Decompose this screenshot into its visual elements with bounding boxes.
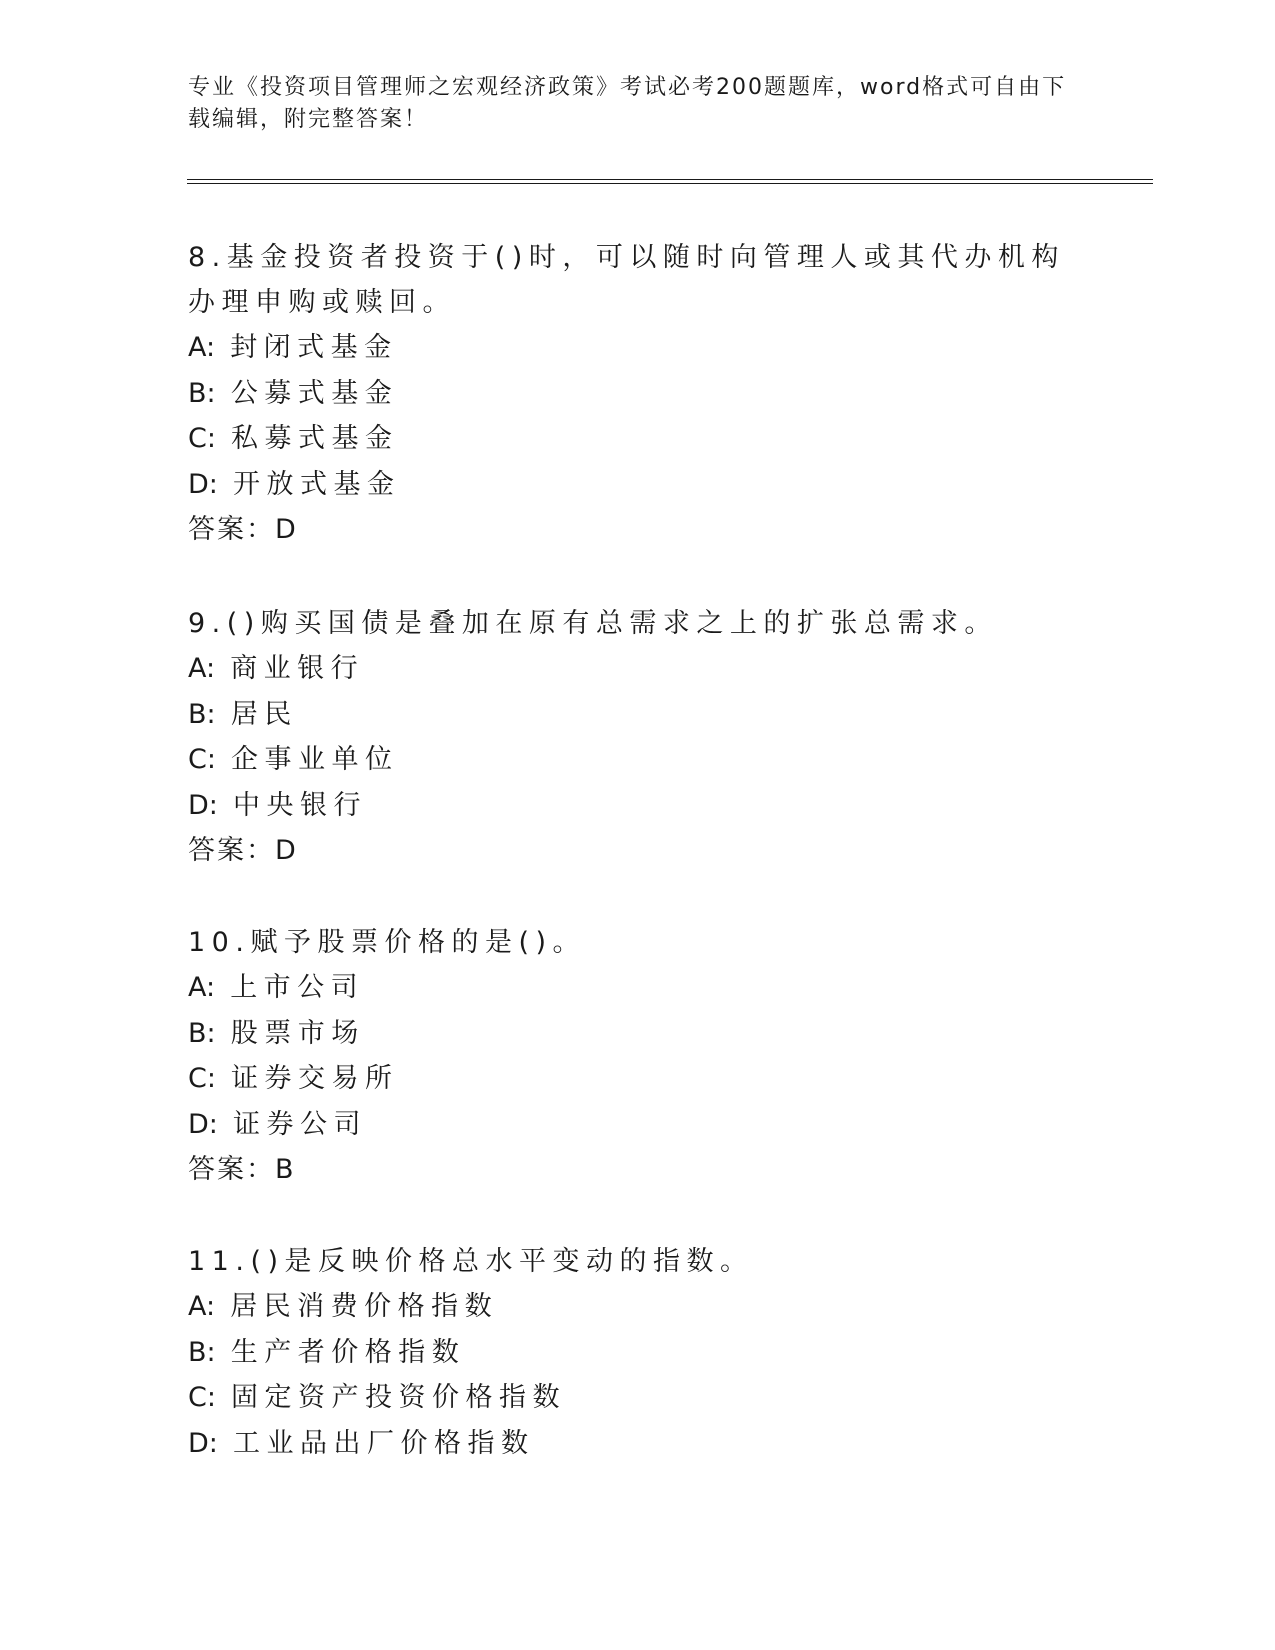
question-10 [188,920,1088,1192]
option-letter: A: [188,972,216,1003]
option-b [188,371,1088,417]
option-letter: B: [188,1336,216,1368]
option-text: 固定资产投资价格指数 [231,1382,567,1413]
option-text: 封闭式基金 [230,332,398,363]
option-text: 公募式基金 [230,377,399,409]
option-a [188,1284,1088,1330]
option-letter: B: [188,1017,216,1049]
option-c [188,416,1088,462]
option-a [188,325,1088,371]
option-text: 开放式基金 [232,468,401,500]
option-b [188,692,1088,738]
option-d [188,462,1088,508]
option-d [188,1102,1088,1148]
option-letter: B: [188,698,216,730]
option-letter: C: [188,1063,216,1094]
option-text: 证券交易所 [231,1063,399,1094]
option-text: 私募式基金 [231,423,399,454]
option-a [188,646,1088,692]
option-letter: D: [188,1108,218,1140]
option-letter: C: [188,1382,216,1413]
question-stem: 9.()购买国债是叠加在原有总需求之上的扩张总需求。 [188,608,998,639]
option-text: 工业品出厂价格指数 [232,1427,535,1459]
option-letter: A: [188,653,216,684]
option-letter: A: [188,332,216,363]
question-11 [188,1239,1088,1466]
option-letter: D: [188,468,218,500]
header-divider-top [187,179,1153,180]
option-text: 企事业单位 [231,744,399,775]
option-text: 上市公司 [230,972,365,1003]
document-header: 专业《投资项目管理师之宏观经济政策》考试必考200题题库，word格式可自由下载编辑，附完整答案！ [188,75,1067,132]
question-8 [188,235,1088,552]
option-text: 证券公司 [232,1108,367,1140]
question-stem: 8.基金投资者投资于()时，可以随时向管理人或其代办机构办理申购或赎回。 [188,242,1065,318]
header-divider-bottom [187,183,1153,184]
option-text: 中央银行 [232,789,367,821]
option-letter: D: [188,789,218,821]
option-d [188,783,1088,829]
option-c [188,1056,1088,1102]
option-d [188,1421,1088,1467]
option-text: 居民消费价格指数 [230,1291,499,1322]
option-b [188,1011,1088,1057]
option-letter: A: [188,1291,216,1322]
option-b [188,1330,1088,1376]
question-stem: 10.赋予股票价格的是()。 [188,927,587,958]
option-text: 居民 [230,698,298,730]
answer-line: 答案：B [188,1154,296,1185]
option-text: 生产者价格指数 [230,1336,466,1368]
question-9 [188,601,1088,873]
option-a [188,965,1088,1011]
option-c [188,1375,1088,1421]
option-text: 股票市场 [230,1017,365,1049]
option-c [188,737,1088,783]
option-letter: B: [188,377,216,409]
option-letter: D: [188,1427,218,1459]
option-letter: C: [188,744,216,775]
answer-line: 答案：D [188,835,298,866]
answer-line: 答案：D [188,514,298,545]
option-text: 商业银行 [230,653,365,684]
option-letter: C: [188,423,216,454]
question-stem: 11.()是反映价格总水平变动的指数。 [188,1246,754,1277]
